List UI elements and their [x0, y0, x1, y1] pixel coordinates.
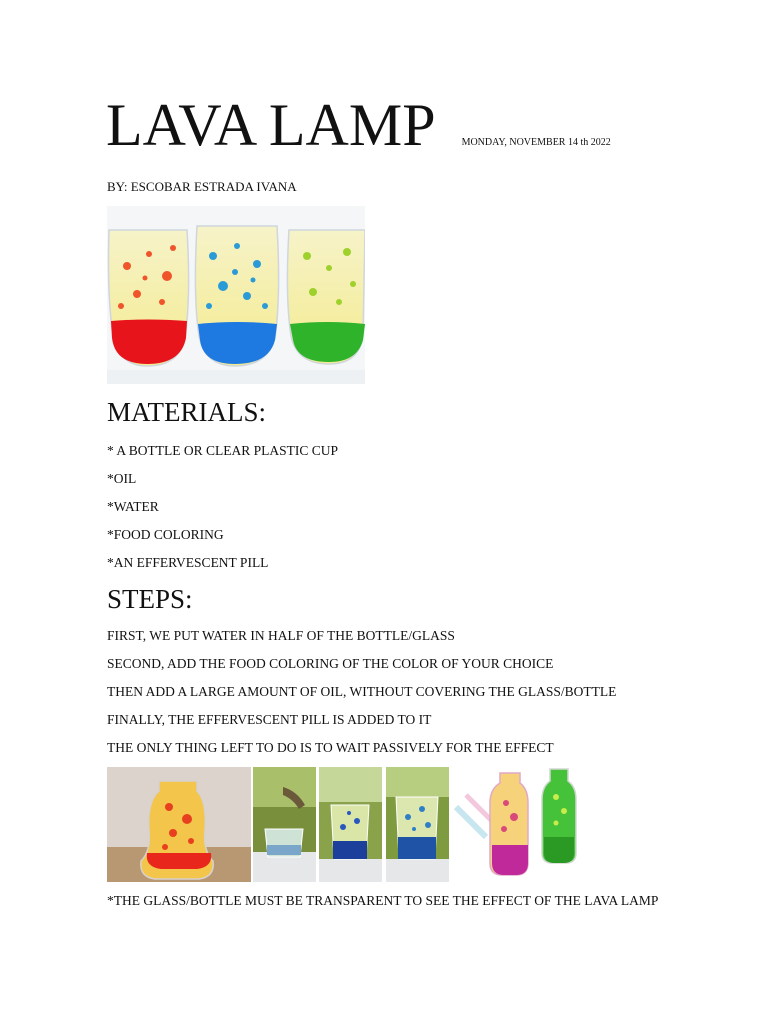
transparency-note: *THE GLASS/BOTTLE MUST BE TRANSPARENT TO SEE THE EFFECT OF THE LAVA LAMP	[107, 893, 659, 908]
bottle-red-lava-photo	[107, 767, 251, 882]
pink-green-bottles-photo	[452, 767, 586, 882]
materials-heading: MATERIALS:	[107, 397, 267, 427]
pouring-water-photo	[253, 767, 316, 882]
material-item: *WATER	[107, 499, 159, 514]
step-item: THE ONLY THING LEFT TO DO IS TO WAIT PASSIVELY FOR THE EFFECT	[107, 740, 554, 755]
hero-lava-glasses-image	[107, 206, 365, 384]
material-item: *AN EFFERVESCENT PILL	[107, 555, 269, 570]
material-item: *OIL	[107, 471, 137, 486]
step-item: FINALLY, THE EFFERVESCENT PILL IS ADDED TO IT	[107, 712, 432, 727]
step-item: SECOND, ADD THE FOOD COLORING OF THE COLOR OF YOUR CHOICE	[107, 656, 554, 671]
page-title: LAVA LAMP	[106, 92, 436, 158]
material-item: *FOOD COLORING	[107, 527, 224, 542]
author-line: BY: ESCOBAR ESTRADA IVANA	[107, 179, 297, 194]
blue-glass-bubbles-photo	[386, 767, 449, 882]
step-item: FIRST, WE PUT WATER IN HALF OF THE BOTTLE/GLASS	[107, 628, 455, 643]
step-item: THEN ADD A LARGE AMOUNT OF OIL, WITHOUT COVERING THE GLASS/BOTTLE	[107, 684, 617, 699]
date-label: MONDAY, NOVEMBER 14 th 2022	[461, 137, 611, 148]
title-row	[106, 92, 611, 158]
material-item: * A BOTTLE OR CLEAR PLASTIC CUP	[107, 443, 339, 458]
steps-heading: STEPS:	[107, 584, 193, 614]
blue-glass-photo	[319, 767, 382, 882]
